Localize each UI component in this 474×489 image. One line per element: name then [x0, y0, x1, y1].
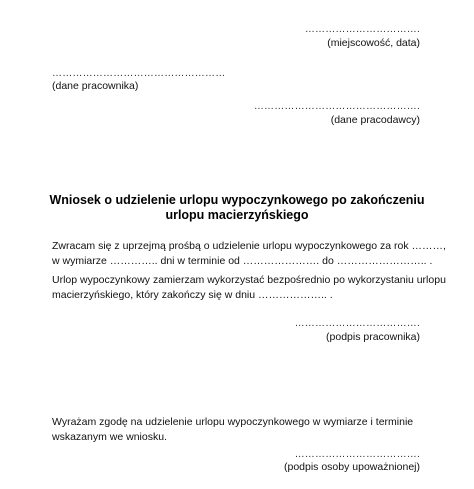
employee-signature-dots: ………………………………. [294, 318, 420, 329]
request-line-2: w wymiarze ………….. dni w terminie od …………………. do …………………….. . [52, 255, 433, 268]
authorized-signature-caption: (podpis osoby upoważnionej) [283, 461, 420, 473]
consent-line-2: wskazanym we wniosku. [52, 431, 167, 444]
employee-data-dots: …………………………………………… [52, 68, 226, 79]
employer-data-dots: …………………………………………. [253, 101, 420, 112]
intent-paragraph [52, 273, 446, 303]
title-line-2: urlopu macierzyńskiego [165, 208, 309, 222]
employee-data-caption: (dane pracownika) [52, 80, 139, 92]
intent-line-2: macierzyńskiego, który zakończy się w dniu ……………….. . [52, 289, 333, 302]
title-line-1: Wniosek o udzielenie urlopu wypoczynkowego po zakończeniu [49, 193, 425, 207]
document-title [40, 193, 434, 223]
consent-paragraph [52, 415, 442, 445]
intent-line-1: Urlop wypoczynkowy zamierzam wykorzystać bezpośrednio po wykorzystaniu urlopu [52, 274, 446, 286]
authorized-signature-dots: ………………………………. [294, 449, 420, 460]
place-date-dots: ……………………………. [304, 24, 420, 35]
employer-data-caption: (dane pracodawcy) [330, 114, 420, 126]
consent-line-1: Wyrażam zgodę na udzielenie urlopu wypoczynkowego w wymiarze i terminie [52, 416, 414, 428]
employee-signature-caption: (podpis pracownika) [326, 331, 420, 343]
request-paragraph [52, 239, 446, 269]
place-date-caption: (miejscowość, data) [327, 37, 420, 49]
request-line-1: Zwracam się z uprzejmą prośbą o udzielenie urlopu wypoczynkowego za rok ………, [52, 240, 446, 252]
